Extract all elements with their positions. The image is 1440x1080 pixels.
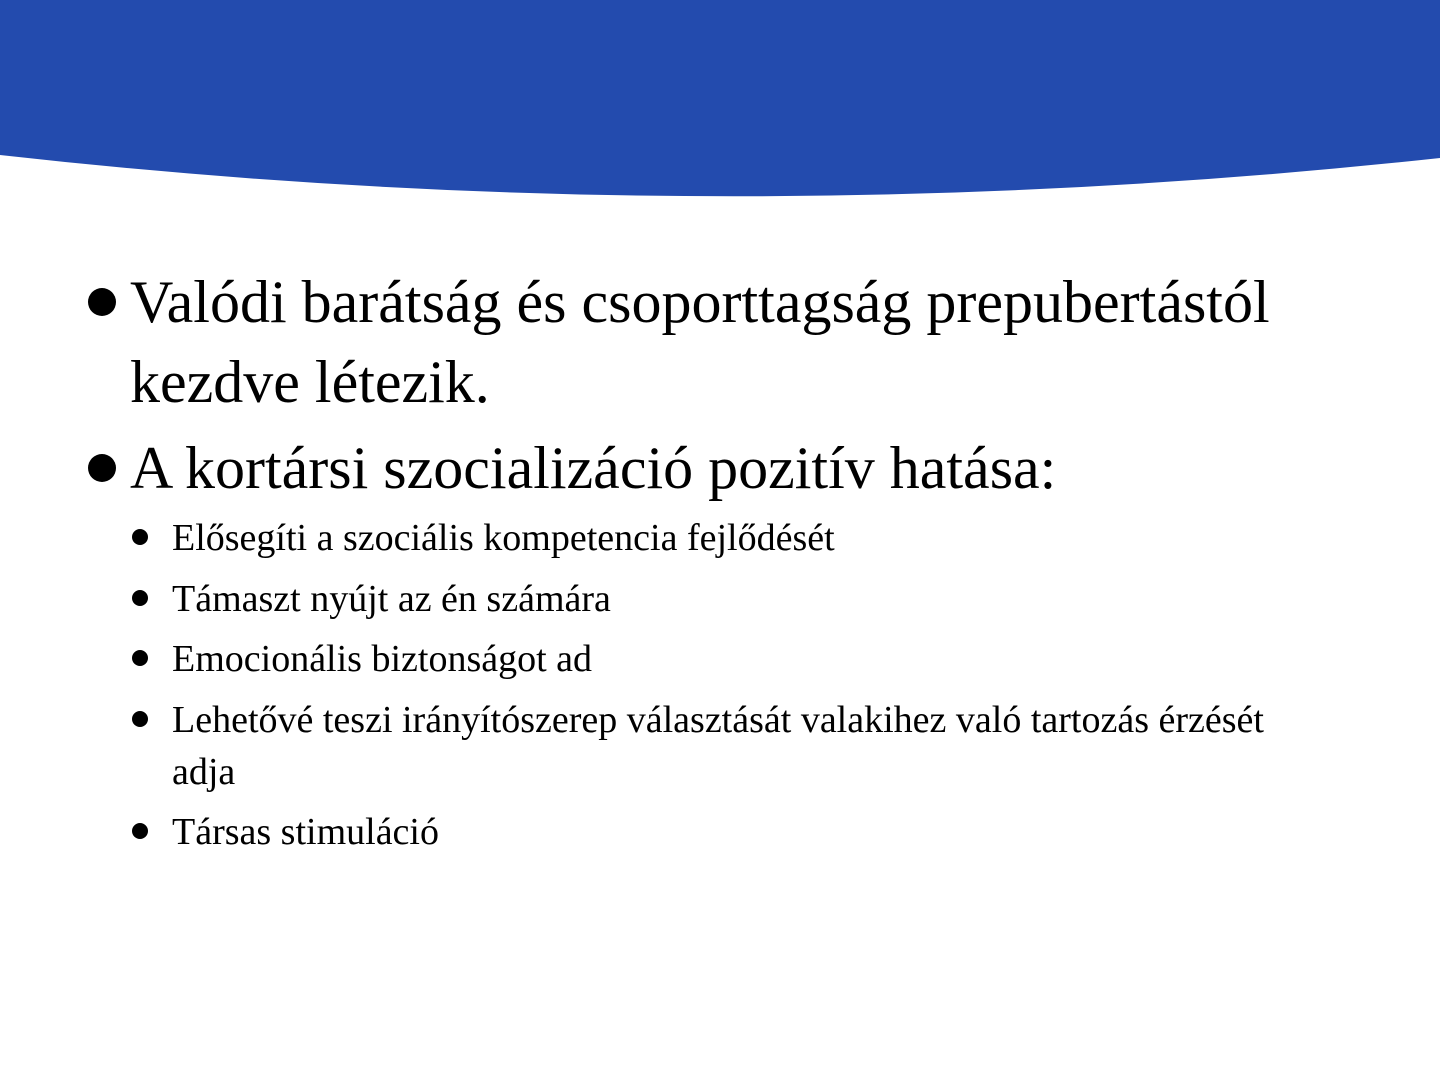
bullet-text: A kortársi szocializáció pozitív hatása:: [130, 435, 1057, 501]
sub-bullet-text: Emocionális biztonságot ad: [172, 638, 593, 680]
sub-bullet-item-1: [130, 512, 1350, 564]
bullet-dot: [88, 288, 116, 316]
sub-bullet-text: Elősegíti a szociális kompetencia fejlődését: [172, 517, 835, 559]
sub-bullet-dot: [132, 711, 148, 727]
sub-bullet-text: Támaszt nyújt az én számára: [172, 578, 611, 620]
sub-bullet-text: Társas stimuláció: [172, 811, 439, 853]
sub-bullet-text: Lehetővé teszi irányítószerep választását valakihez való tartozás érzését adja: [172, 699, 1264, 793]
sub-bullet-dot: [132, 650, 148, 666]
sub-bullet-dot: [132, 590, 148, 606]
sub-bullet-item-2: [130, 573, 1350, 625]
sub-bullet-dot: [132, 529, 148, 545]
sub-bullet-item-3: [130, 633, 1350, 685]
sub-bullet-dot: [132, 823, 148, 839]
sub-bullet-item-4: [130, 694, 1350, 798]
sub-bullet-item-5: [130, 806, 1350, 858]
bullet-item-2: [88, 428, 1388, 508]
bullet-text: Valódi barátság és csoporttagság prepubertástól kezdve létezik.: [130, 269, 1270, 415]
bullet-item-1: [88, 262, 1388, 422]
bullet-dot: [88, 454, 116, 482]
